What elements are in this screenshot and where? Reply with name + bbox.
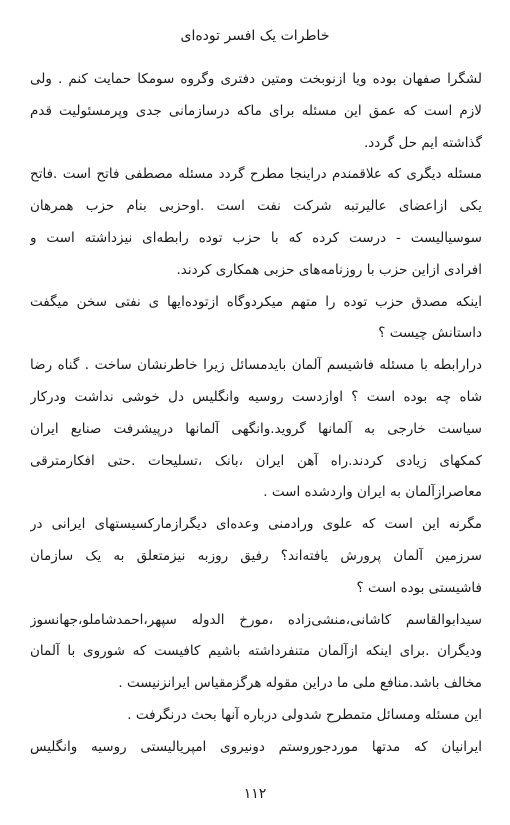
text-line: سیدابوالقاسم کاشانی،منشی‌زاده ،مورخ الدوله سپهر،احمدشاملو،جهانسوز (30, 611, 482, 628)
page-number: ۱۱۲ (243, 786, 267, 802)
text-line: سرزمین آلمان پرورش یافته‌اند؟ رفیق روزبه نیزمتعلق به یک سازمان (30, 547, 482, 564)
text-line: فاشیستی بوده است ؟ (356, 579, 482, 596)
text-line: مگرنه این است که علوی ورادمنی وعده‌ای دیگرازمارکسیستهای ایرانی در (30, 516, 482, 533)
text-line: معاصرازآلمان به ایران واردشده است . (263, 484, 482, 501)
text-line: شاه چه بوده است ؟ اوازدست روسیه وانگلیس دل خوشی نداشت ودرکار (30, 388, 482, 405)
text-line: داستانش چیست ؟ (378, 325, 482, 342)
text-line: این مسئله ومسائل متمطرح شدولی درباره آنها بحث درنگرفت . (127, 706, 482, 723)
body-text (30, 64, 482, 764)
text-line: مسئله دیگری که علاقمندم دراینجا مطرح گردد مسئله مصطفی فاتح است .فاتح (30, 166, 482, 183)
text-line: درارابطه با مسئله فاشیسم آلمان بایدمسائل زیرا خاطرنشان ساخت . گناه رضا (30, 357, 482, 374)
text-line: ایرانیان که مدتها موردجوروستم دونیروی امپریالیستی روسیه وانگلیس (30, 738, 482, 755)
text-line: ودیگران .برای اینکه ازآلمان متنفرداشته باشیم کافیست که شوروی با آلمان (30, 643, 482, 660)
text-line: لازم است که عمق این مسئله برای ماکه درسازمانی جدی وپرمسئولیت قدم (30, 102, 482, 119)
text-line: اینکه مصدق حزب توده را متهم میکردوگاه ازتوده‌ایها ی نفتی سخن میگفت (30, 293, 482, 310)
text-line: افرادی ازاین حزب با روزنامه‌های حزبی همکاری کردند. (176, 261, 482, 278)
text-line: یکی ازاعضای عالیرتبه شرکت نفت است .اوحزبی بنام حزب همرهان (30, 198, 482, 215)
text-line: مخالف باشد.منافع ملی ما دراین مقوله هرگزمقیاس ایرانزنیست . (118, 675, 482, 692)
text-line: سیاست خارجی به آلمانها گروید.وانگهی آلمانها درپیشرفت صنایع ایران (30, 420, 482, 437)
text-line: گذاشته ایم حل گردد. (363, 134, 482, 151)
running-header-title: خاطرات یک افسر توده‌ای (180, 28, 330, 44)
text-line: لشگرا صفهان بوده ویا ازنوبخت ومتین دفتری وگروه سومکا حمایت کنم . ولی (30, 71, 482, 87)
text-line: کمکهای زیادی کردند.راه آهن ایران ،بانک ،تسلیحات .حتی افکارمترقی (30, 452, 482, 469)
text-line: سوسیالیست - درست کرده که با حزب توده رابطه‌ای نیزداشته است و (30, 229, 482, 246)
